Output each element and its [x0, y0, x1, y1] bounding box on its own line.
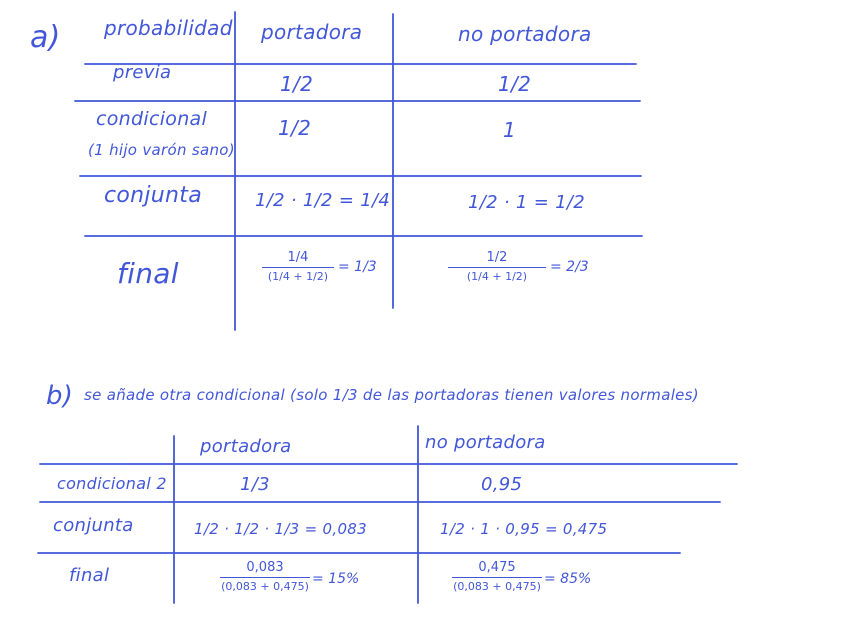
conjunta-portadora: 1/2 · 1/2 = 1/4 [255, 190, 391, 211]
final-no-portadora-fraction [448, 250, 546, 283]
b-final-portadora-result: = 15% [312, 571, 360, 587]
b-row-label-conjunta: conjunta [53, 515, 134, 536]
row-label-conjunta: conjunta [104, 183, 203, 208]
fraction-bar [448, 267, 546, 268]
row-label-condicional: condicional [96, 108, 208, 130]
header-no-portadora: no portadora [458, 22, 592, 46]
header-probabilidad: probabilidad [104, 16, 233, 40]
b-conjunta-no-portadora: 1/2 · 1 · 0,95 = 0,475 [440, 520, 608, 538]
fraction-denominator: (1/4 + 1/2) [267, 270, 329, 283]
row-label-previa: previa [113, 62, 172, 83]
b-final-no-portadora-result: = 85% [544, 571, 592, 587]
b-header-no-portadora: no portadora [425, 432, 546, 453]
fraction-numerator: 0,083 [246, 560, 284, 575]
row-label-final: final [117, 257, 179, 290]
fraction-numerator: 1/4 [287, 250, 309, 265]
fraction-bar [262, 267, 334, 268]
row-sublabel-condicional: (1 hijo varón sano) [88, 141, 235, 159]
previa-no-portadora: 1/2 [498, 72, 532, 96]
condicional-no-portadora: 1 [503, 118, 517, 142]
fraction-bar [452, 577, 542, 578]
fraction-denominator: (0,083 + 0,475) [221, 580, 309, 593]
previa-portadora: 1/2 [280, 72, 314, 96]
b-row-label-final: final [69, 565, 110, 586]
b-conjunta-portadora: 1/2 · 1/2 · 1/3 = 0,083 [194, 520, 367, 538]
b-condicional-portadora: 1/3 [240, 474, 270, 495]
fraction-denominator: (0,083 + 0,475) [453, 580, 541, 593]
fraction-numerator: 1/2 [486, 250, 508, 265]
final-portadora-fraction [262, 250, 334, 283]
part-b-label: b) [46, 381, 74, 411]
fraction-bar [220, 577, 310, 578]
b-final-portadora-fraction [220, 560, 310, 593]
final-portadora-result: = 1/3 [338, 259, 377, 275]
conjunta-no-portadora: 1/2 · 1 = 1/2 [468, 192, 585, 213]
part-b-title: se añade otra condicional (solo 1/3 de las portadoras tienen valores normales) [84, 386, 699, 404]
b-final-no-portadora-fraction [452, 560, 542, 593]
condicional-portadora: 1/2 [278, 116, 312, 140]
fraction-denominator: (1/4 + 1/2) [466, 270, 528, 283]
final-no-portadora-result: = 2/3 [550, 259, 589, 275]
b-header-portadora: portadora [200, 436, 292, 457]
header-portadora: portadora [261, 20, 363, 44]
b-condicional-no-portadora: 0,95 [481, 474, 523, 495]
part-a-label: a) [30, 20, 61, 55]
fraction-numerator: 0,475 [478, 560, 516, 575]
b-row-label-condicional-2: condicional 2 [57, 474, 167, 493]
